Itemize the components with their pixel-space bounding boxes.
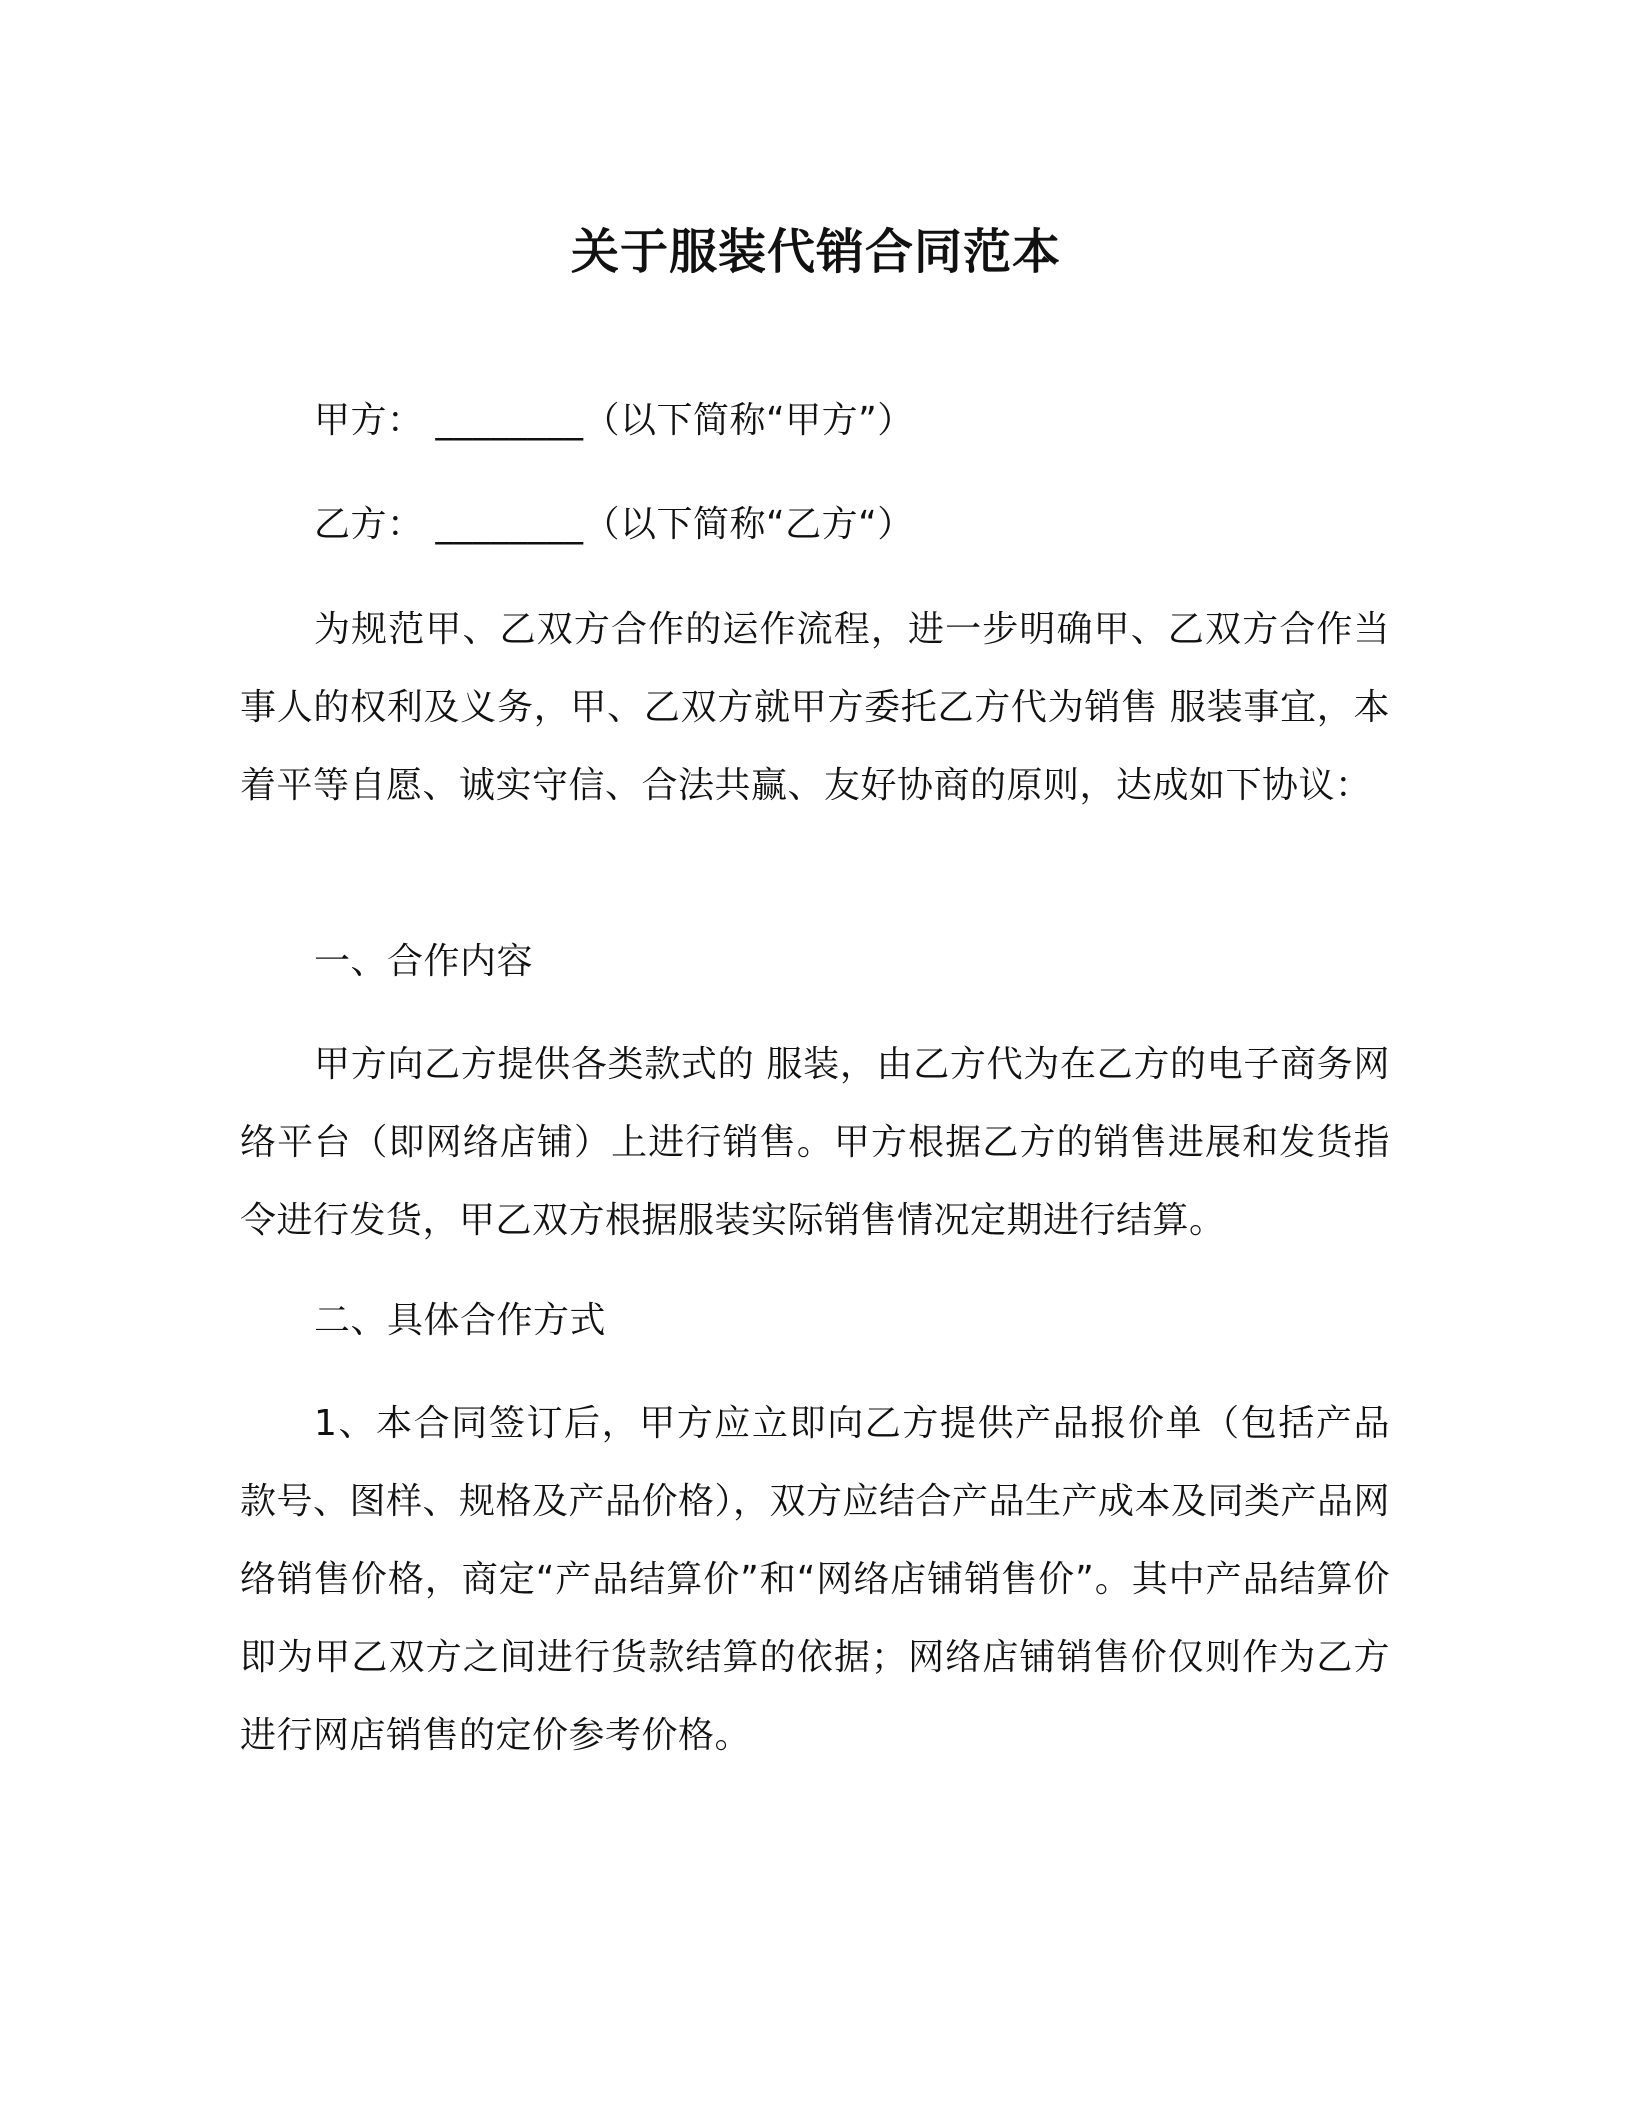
intro-paragraph: 为规范甲、乙双方合作的运作流程，进一步明确甲、乙双方合作当事人的权利及义务，甲、乙双方就甲方委托乙方代为销售 服装事宜，本着平等自愿、诚实守信、合法共赢、友好协商的原则，达成如下协议： [240,609,1390,806]
section-1-paragraph: 甲方向乙方提供各类款式的 服装，由乙方代为在乙方的电子商务网络平台（即网络店铺）上进行销售。甲方根据乙方的销售进展和发货指令进行发货，甲乙双方根据服装实际销售情况定期进行结算。 [240,1044,1390,1241]
section-1-heading: 一、合作内容 [314,941,534,982]
section-2-item-1: 1、本合同签订后，甲方应立即向乙方提供产品报价单（包括产品款号、图样、规格及产品价格），双方应结合产品生产成本及同类产品网络销售价格，商定“产品结算价”和“网络店铺销售价”。其中产品结算价即为甲乙双方之间进行货款结算的依据；网络店铺销售价仅则作为乙方进行网店销售的定价参考价格。 [240,1403,1391,1756]
party-a-line: 甲方： ________（以下简称“甲方”） [314,400,914,441]
document-title: 关于服装代销合同范本 [570,224,1061,280]
section-2-heading: 二、具体合作方式 [314,1300,607,1341]
party-b-line: 乙方： ________（以下简称“乙方“） [314,504,914,545]
